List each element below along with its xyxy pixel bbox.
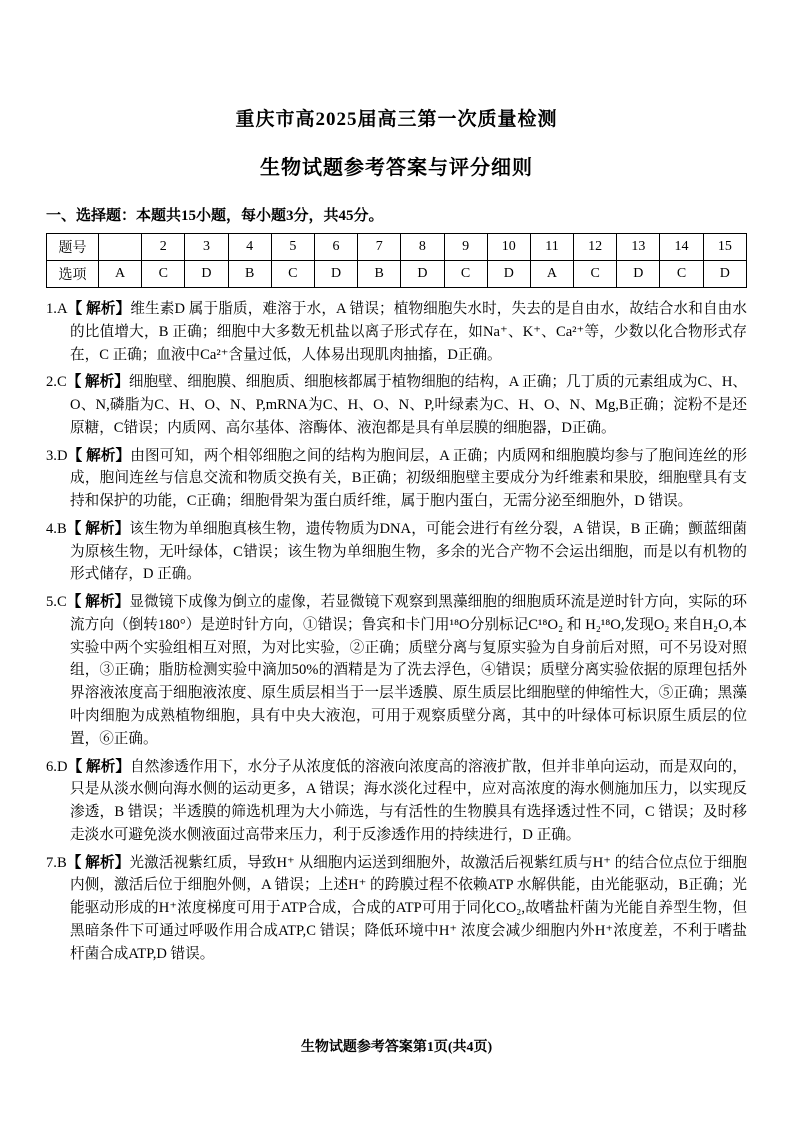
explanation-marker: 【 解析】 [67, 758, 131, 775]
explanation-marker: 【 解析】 [67, 447, 131, 464]
page-title: 重庆市高2025届高三第一次质量检测 [235, 109, 558, 130]
explanation-text: 光激活视紫红质，导致H⁺ 从细胞内运送到细胞外，故激活后视紫红质与H⁺ 的结合位点位于细胞内侧，激活后位于细胞外侧，A 错误；上述H⁺ 的跨膜过程不依赖ATP 水解供能，由光能驱动，B正确；光能驱动形成的H⁺浓度梯度可用于ATP合成，合成的ATP可用于同化CO₂,故嗜盐杆菌为光能自养型生物，但黑暗条件下可通过呼吸作用合成ATP,C 错误；降低环境中H⁺ 浓度会减少细胞内外H⁺浓度差，不利于嗜盐杆菌合成ATP,D 错误。 [70, 854, 747, 962]
explanation-number: 3.D [46, 447, 68, 464]
question-number-cell: 8 [401, 234, 444, 261]
question-number-cell: 3 [185, 234, 228, 261]
explanation-item [46, 445, 747, 513]
answer-cell: D [185, 261, 228, 288]
explanation-text: 由图可知，两个相邻细胞之间的结构为胞间层，A 正确；内质网和细胞膜均参与了胞间连丝的形成，胞间连丝与信息交流和物质交换有关，B正确；初级细胞壁主要成分为纤维素和果胶，细胞壁具有支持和保护的功能，C正确；细胞骨架为蛋白质纤维，属于胞内蛋白，无需分泌至细胞外，D 错误。 [70, 447, 747, 510]
explanation-item [46, 371, 747, 439]
section-header: 一、选择题：本题共15小题，每小题3分，共45分。 [46, 208, 384, 224]
answer-cell: B [228, 261, 271, 288]
explanations-list [46, 298, 747, 965]
explanation-number: 4.B [46, 520, 67, 537]
explanation-item [46, 852, 747, 966]
answer-cell: D [314, 261, 357, 288]
question-number-cell: 11 [530, 234, 573, 261]
question-number-cell: 15 [703, 234, 746, 261]
question-number-cell: 13 [617, 234, 660, 261]
question-number-cell: 2 [142, 234, 185, 261]
answer-table [46, 233, 747, 288]
explanation-item [46, 518, 747, 586]
explanation-text: 该生物为单细胞真核生物，遗传物质为DNA，可能会进行有丝分裂，A 错误，B 正确；颤蓝细菌为原核生物，无叶绿体，C错误；该生物为单细胞生物，多余的光合产物不会运出细胞，而是以有机物的形式储存，D 正确。 [70, 520, 747, 583]
explanation-number: 2.C [46, 374, 67, 391]
explanation-number: 6.D [46, 758, 68, 775]
explanation-item [46, 756, 747, 847]
explanation-marker: 【 解析】 [66, 374, 129, 391]
answer-table-number-row [47, 234, 747, 261]
question-number-cell [99, 234, 142, 261]
answer-cell: C [142, 261, 185, 288]
explanation-text: 自然渗透作用下，水分子从浓度低的溶液向浓度高的溶液扩散，但并非单向运动，而是双向的，只是从淡水侧向海水侧的运动更多，A 错误；海水淡化过程中，应对高浓度的海水侧施加压力，以实现反渗透，B 错误；半透膜的筛选机理为大小筛选，与有活性的生物膜具有选择透过性不同，C 错误；及时移走淡水可避免淡水侧液面过高带来压力，利于反渗透作用的持续进行，D 正确。 [70, 758, 747, 843]
answer-cell: A [99, 261, 142, 288]
answer-cell: C [271, 261, 314, 288]
explanation-marker: 【 解析】 [67, 301, 131, 317]
question-number-cell: 9 [444, 234, 487, 261]
answer-cell: D [617, 261, 660, 288]
answer-cell: D [487, 261, 530, 288]
answer-cell: C [574, 261, 617, 288]
answer-cell: D [401, 261, 444, 288]
question-number-cell: 6 [314, 234, 357, 261]
question-number-cell: 12 [574, 234, 617, 261]
answer-cell: B [358, 261, 401, 288]
number-row-label: 题号 [47, 234, 99, 261]
explanation-item [46, 591, 747, 750]
answer-cell: A [530, 261, 573, 288]
question-number-cell: 7 [358, 234, 401, 261]
answer-cell: C [660, 261, 703, 288]
question-number-cell: 5 [271, 234, 314, 261]
explanation-text: 显微镜下成像为倒立的虚像，若显微镜下观察到黑藻细胞的细胞质环流是逆时针方向，实际的环流方向（倒转180°）是逆时针方向，①错误；鲁宾和卡门用¹⁸O分别标记C¹⁸O₂ 和 H₂¹⁸O,发现O₂ 来自H₂O,本实验中两个实验组相互对照，为对比实验，②正确；质壁分离与复原实验为自身前后对照，可不另设对照组，③正确；脂肪检测实验中滴加50%的酒精是为了洗去浮色，④错误；质壁分离实验依据的原理包括外界溶液浓度高于细胞液浓度、原生质层相当于一层半透膜、原生质层比细胞壁的伸缩性大，⑤正确；黑藻叶肉细胞为成熟植物细胞，具有中央大液泡，可用于观察质壁分离，其中的叶绿体可标识原生质层的位置，⑥正确。 [70, 594, 747, 747]
explanation-number: 5.C [46, 594, 67, 611]
explanation-text: 细胞壁、细胞膜、细胞质、细胞核都属于植物细胞的结构，A 正确；几丁质的元素组成为C、H、O、N,磷脂为C、H、O、N、P,mRNA为C、H、O、N、P,叶绿素为C、H、O、N、Mg,B正确；淀粉不是还原糖，C错误；内质网、高尔基体、溶酶体、液泡都是具有单层膜的细胞器，D正确。 [70, 374, 747, 436]
explanation-marker: 【 解析】 [66, 854, 130, 871]
question-number-cell: 10 [487, 234, 530, 261]
explanation-item [46, 298, 747, 366]
explanation-number: 7.B [46, 854, 67, 871]
explanation-text: 维生素D 属于脂质，难溶于水，A 错误；植物细胞失水时，失去的是自由水，故结合水和自由水的比值增大，B 正确；细胞中大多数无机盐以离子形式存在，如Na⁺、K⁺、Ca²⁺等，少数以化合物形式存在，C 正确；血液中Ca²⁺含量过低，人体易出现肌肉抽搐，D正确。 [70, 301, 747, 363]
explanation-number: 1.A [46, 301, 68, 317]
question-number-cell: 4 [228, 234, 271, 261]
answer-table-option-row [47, 261, 747, 288]
explanation-marker: 【 解析】 [66, 520, 130, 537]
option-row-label: 选项 [47, 261, 99, 288]
answer-cell: C [444, 261, 487, 288]
page-footer: 生物试题参考答案第1页(共4页) [300, 1040, 493, 1055]
question-number-cell: 14 [660, 234, 703, 261]
answer-cell: D [703, 261, 746, 288]
explanation-marker: 【 解析】 [66, 594, 130, 611]
page-subtitle: 生物试题参考答案与评分细则 [260, 157, 533, 179]
